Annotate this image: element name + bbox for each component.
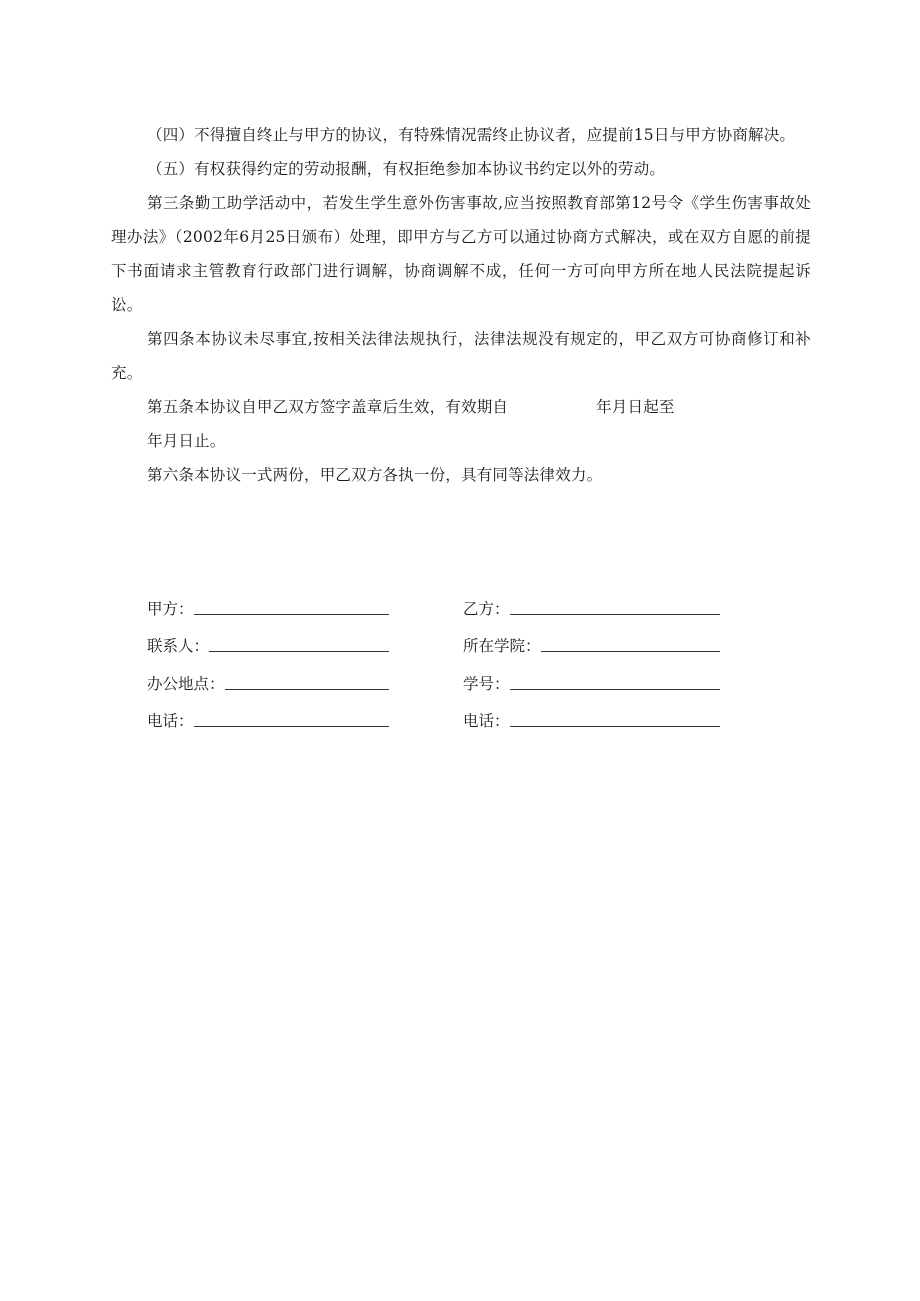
phone-b-label: 电话： [463,712,510,730]
article-five-text: 第五条本协议自甲乙双方签字盖章后生效，有效期自 [147,398,509,416]
article-five-end: 年月日止。 [147,432,226,450]
phone-b-field [463,698,720,732]
phone-a-label: 电话： [147,712,194,730]
student-id-line[interactable] [510,671,720,690]
office-line[interactable] [225,671,389,690]
article-five-from: 年月日起至 [596,398,675,416]
college-field [463,623,720,657]
signature-row-1 [147,586,727,620]
party-a-label: 甲方： [147,600,194,618]
signature-row-3 [147,661,727,695]
party-b-label: 乙方： [463,600,510,618]
clause-five: （五）有权获得约定的劳动报酬，有权拒绝参加本协议书约定以外的劳动。 [147,160,666,178]
phone-b-line[interactable] [510,708,720,727]
party-a-field [147,586,389,620]
phone-a-field [147,698,389,732]
party-a-line[interactable] [194,596,389,615]
contact-label: 联系人： [147,637,210,655]
article-three: 第三条勤工助学活动中，若发生学生意外伤害事故,应当按照教育部第12号令《学生伤害事故处理办法》（2002年6月25日颁布）处理，即甲方与乙方可以通过协商方式解决，或在双方自愿的前提下书面请求主管教育行政部门进行调解，协商调解不成，任何一方可向甲方所在地人民法院提起诉讼。 [111,194,811,314]
college-line[interactable] [541,633,720,652]
college-label: 所在学院： [463,637,541,655]
student-id-label: 学号： [463,675,510,693]
signature-row-4 [147,698,727,732]
party-b-field [463,586,720,620]
office-field [147,661,389,695]
phone-a-line[interactable] [194,708,389,727]
signature-row-2 [147,623,727,657]
contact-field [147,623,389,657]
party-b-line[interactable] [510,596,720,615]
clause-four: （四）不得擅自终止与甲方的协议，有特殊情况需终止协议者，应提前15日与甲方协商解决。 [147,126,796,144]
contact-line[interactable] [209,633,389,652]
agreement-body [111,118,811,492]
office-label: 办公地点： [147,675,225,693]
article-four: 第四条本协议未尽事宜,按相关法律法规执行，法律法规没有规定的，甲乙双方可协商修订和补充。 [111,330,811,382]
student-id-field [463,661,720,695]
article-six: 第六条本协议一式两份，甲乙双方各执一份，具有同等法律效力。 [147,466,603,484]
article-five [111,390,811,424]
